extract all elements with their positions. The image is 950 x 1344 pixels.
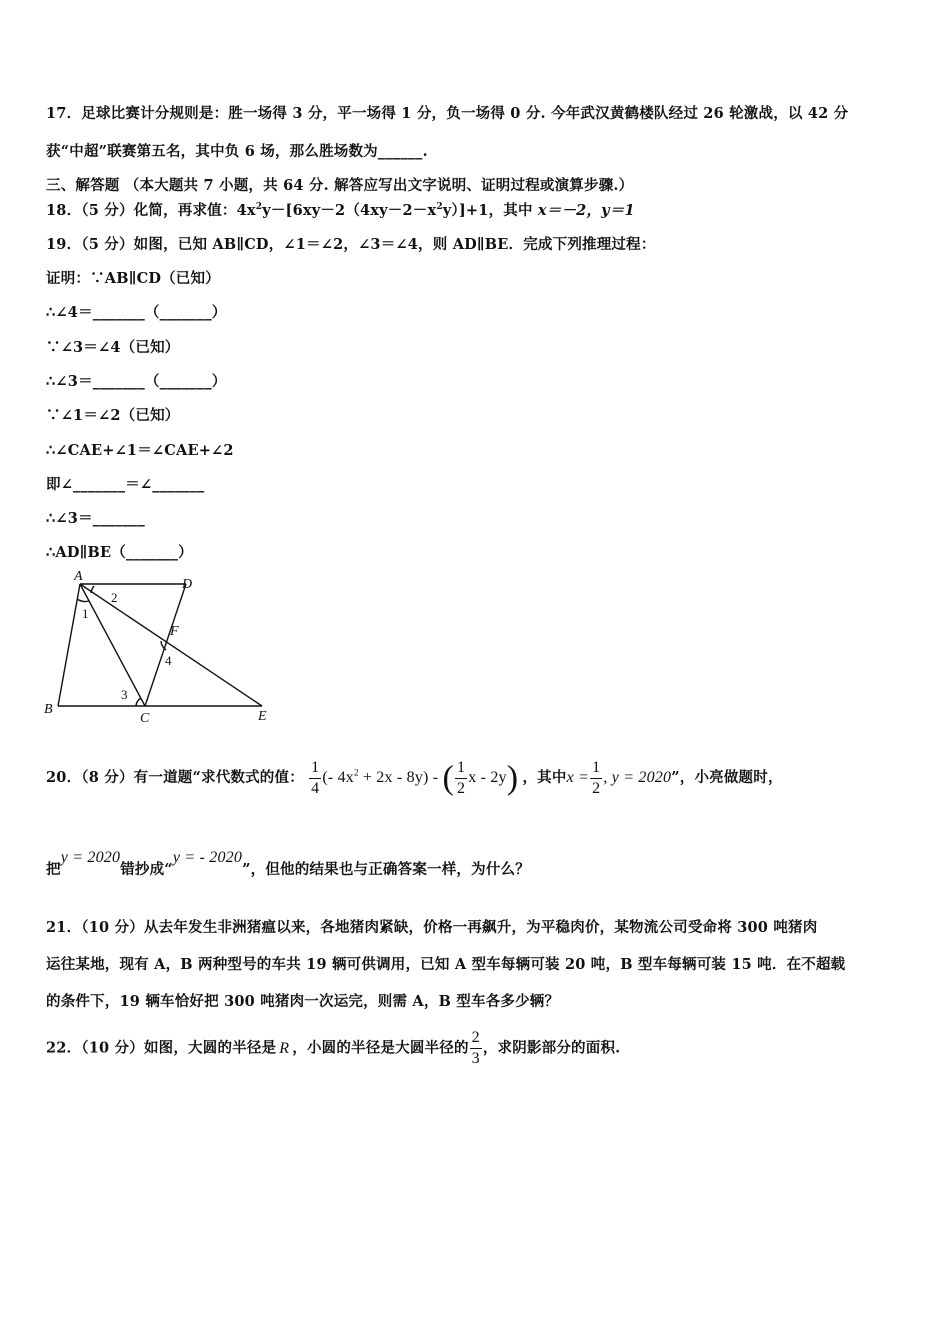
q21-line3: 的条件下，19 辆车恰好把 300 吨猪肉一次运完，则需 A，B 型车各多少辆？ (46, 993, 560, 1010)
point-a-label: A (74, 569, 83, 584)
q19-step: ∴∠CAE+∠1＝∠CAE+∠2 (46, 442, 234, 459)
q18-line (46, 199, 635, 220)
q18-expr-a-sup: 2 (255, 202, 263, 213)
q18-expr-b: y－[6xy－2（4xy－2－x (262, 202, 437, 219)
point-c-label: C (140, 711, 150, 726)
point-d-label: D (182, 577, 193, 592)
q20-frac1: $\frac{1}{4}$ (311, 759, 320, 797)
q21-line2: 运往某地，现有 A，B 两种型号的车共 19 辆可供调用，已知 A 型车每辆可装 20 吨，B 型车每辆可装 15 吨．在不超载 (46, 956, 846, 973)
q20-cond-x: x = (566, 769, 590, 787)
q19-step: 证明：∵AB∥CD（已知） (46, 270, 220, 287)
section3-heading: 三、解答题 （本大题共 7 小题，共 64 分. 解答应写出文字说明、证明过程或演算步骤.） (46, 177, 634, 194)
segment-dc (145, 584, 186, 706)
angle-3-arc (136, 698, 141, 706)
q22-radius: R (279, 1039, 290, 1057)
q20-line2-c: ”，但他的结果也与正确答案一样，为什么？ (242, 861, 530, 878)
q19-figure (40, 568, 280, 728)
q20-line2-b: 错抄成“ (120, 861, 173, 878)
q18-condition: x＝－2，y＝1 (537, 202, 635, 219)
q17-line2: 获“中超”联赛第五名，其中负 6 场，那么胜场数为______. (46, 143, 428, 160)
q18-expr-b-sup: 2 (436, 202, 443, 213)
q22-suffix: ，求阴影部分的面积. (482, 1039, 621, 1057)
q20-expr1-sup: 2 (353, 767, 359, 778)
q22-frac: $\frac{2}{3}$ (471, 1029, 480, 1067)
q21-line1: 21．（10 分）从去年发生非洲猪瘟以来，各地猪肉紧缺，价格一再飙升，为平稳肉价，某物流公司受命将 300 吨猪肉 (46, 919, 818, 936)
q20-cond-frac: $\frac{1}{2}$ (592, 759, 601, 797)
q20-y-wrong: y = - 2020 (172, 849, 243, 866)
q20-expr3: x - 2y (468, 769, 507, 787)
q20-y-correct: y = 2020 (60, 849, 121, 866)
q19-step: ∴∠3＝_______ (46, 510, 145, 527)
q20-line1: 20．（8 分）有一道题“求代数式的值： $\frac{1}{4}$ (- $4x^2 + 2x - 8y$) - ( $\frac{1}{2}$ x - 2y) ，其中x = $\frac{1}{2}$ , y = 2020”，小亮做题时， (46, 759, 783, 797)
q19-step: ∴AD∥BE（_______） (46, 544, 193, 561)
q18-prefix: 18．（5 分）化简，再求值： (46, 202, 237, 219)
q19-step: 即∠_______＝∠_______ (46, 476, 205, 493)
q19-step: ∵∠3＝∠4（已知） (46, 339, 180, 356)
q20-mid: ，其中 (522, 769, 567, 787)
q22-line (46, 1030, 620, 1067)
q20-frac2: $\frac{1}{2}$ (457, 759, 466, 797)
angle-3-label: 3 (121, 687, 128, 702)
q17-line1: 17．足球比赛计分规则是：胜一场得 3 分，平一场得 1 分，负一场得 0 分. 今年武汉黄鹤楼队经过 26 轮激战，以 42 分 (46, 105, 849, 122)
angle-2-label: 2 (111, 590, 118, 605)
q20-suffix: ”，小亮做题时， (671, 769, 783, 787)
q19-step: ∴∠4＝_______（_______） (46, 304, 227, 321)
q20-expr1: (- 4x (322, 769, 354, 787)
q20-expr2: + 2x - 8y) - (358, 769, 439, 787)
point-f-label: F (170, 624, 179, 639)
angle-1-arc (77, 599, 89, 601)
q20-line2-a: 把 (46, 861, 61, 878)
q19-intro: 19．（5 分）如图，已知 AB∥CD，∠1＝∠2，∠3＝∠4，则 AD∥BE．完成下列推理过程： (46, 236, 656, 253)
point-b-label: B (44, 702, 53, 717)
q18-expr-a: 4x (236, 202, 256, 219)
angle-1-label: 1 (82, 606, 89, 621)
q20-line2 (46, 849, 530, 879)
q20-prefix: 20．（8 分）有一道题“求代数式的值： (46, 769, 304, 787)
q19-step: ∴∠3＝_______（_______） (46, 373, 227, 390)
segment-ae (80, 584, 262, 706)
q19-step: ∵∠1＝∠2（已知） (46, 407, 180, 424)
q22-mid: ，小圆的半径是大圆半径的 (292, 1039, 469, 1057)
angle-4-label: 4 (165, 653, 172, 668)
q18-expr-c: y）]+1，其中 (442, 202, 538, 219)
segment-ab (58, 584, 80, 706)
q20-cond-y: , y = 2020 (603, 769, 672, 787)
point-e-label: E (258, 709, 267, 724)
q22-prefix: 22．（10 分）如图，大圆的半径是 (46, 1039, 277, 1057)
